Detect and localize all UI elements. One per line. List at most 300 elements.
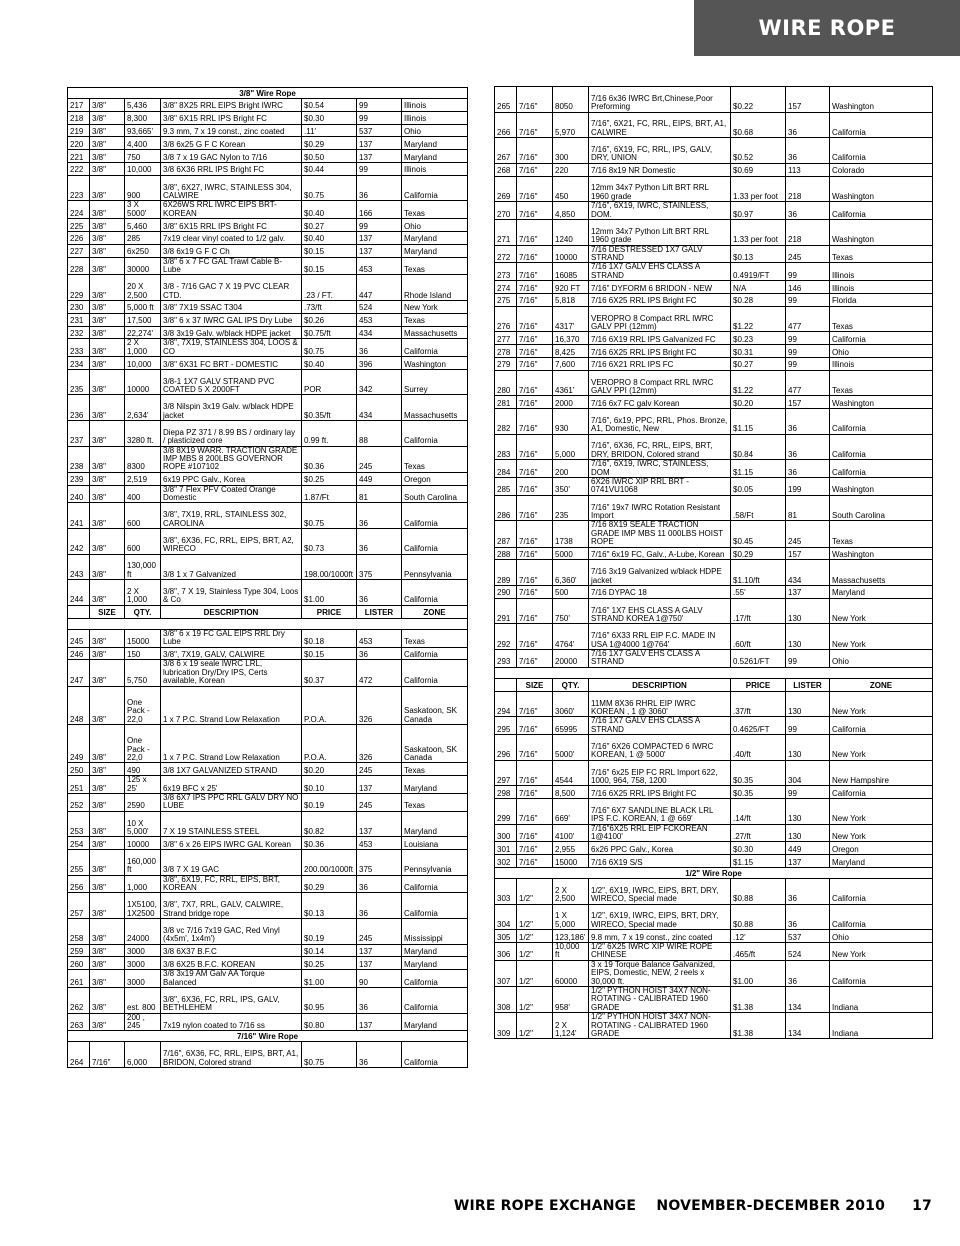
description-cell: 3/8 - 7/16 GAC 7 X 19 PVC CLEAR CTD. (161, 275, 302, 301)
description-cell: 1 x 7 P.C. Strand Low Relaxation (161, 686, 302, 724)
description-cell: 3/8" 6 x 7 FC GAL Trawl Cable B- Lube (161, 257, 302, 275)
size-cell: 7/16" (517, 799, 553, 825)
listing-row (68, 629, 468, 647)
listing-number: 266 (495, 112, 517, 138)
lister-cell: 99 (357, 219, 402, 232)
listing-row (68, 124, 468, 137)
quantity-cell: 2000 (553, 396, 589, 409)
description-cell: 3/8" 6X15 RRL IPS Bright FC (161, 219, 302, 232)
size-cell: 3/8" (90, 421, 125, 447)
quantity-cell: 4544 (553, 760, 589, 786)
zone-cell: California (830, 786, 933, 799)
lister-cell: 81 (786, 495, 830, 521)
column-header: PRICE (731, 678, 786, 691)
listing-number: 280 (495, 370, 517, 396)
quantity-cell: 930 (553, 409, 589, 435)
listing-row (495, 87, 933, 113)
price-cell: $0.27 (302, 219, 357, 232)
listing-row (495, 560, 933, 586)
description-cell: 7/16", 6X21, FC, RRL, EIPS, BRT, A1, CALWIRE (589, 112, 731, 138)
description-cell: 3/8", 6X36, FC, RRL, IPS, GALV, BETHLEHEM (161, 988, 302, 1014)
zone-cell: Illinois (402, 111, 468, 124)
zone-cell: Colorado (830, 163, 933, 176)
description-cell: 7/16 6X19 RRL IPS Galvanized FC (589, 332, 731, 345)
description-cell: 1/2" PYTHON HOIST 34X7 NON-ROTATING - CALIBRATED 1960 GRADE (589, 1013, 731, 1039)
lister-cell: 137 (357, 957, 402, 970)
listing-number: 306 (495, 943, 517, 961)
size-cell: 3/8" (90, 472, 125, 485)
listing-row (68, 763, 468, 776)
price-cell: .73/ft (302, 300, 357, 313)
price-cell: 0.4625/FT (731, 717, 786, 735)
lister-cell: 477 (786, 306, 830, 332)
description-cell: 3/8" 8X25 RRL EIPS Bright IWRC (161, 99, 302, 112)
listing-row (68, 776, 468, 794)
lister-cell: 157 (786, 87, 830, 113)
listing-row (495, 987, 933, 1013)
listing-row (495, 219, 933, 245)
quantity-cell: 5,970 (553, 112, 589, 138)
quantity-cell: 3000 (125, 957, 161, 970)
price-cell: $0.97 (731, 202, 786, 220)
listing-row (68, 326, 468, 339)
description-cell: 12mm 34x7 Python Lift BRT RRL 1960 grade (589, 176, 731, 202)
lister-cell: 137 (786, 585, 830, 598)
listing-row (68, 201, 468, 219)
size-cell: 7/16" (517, 824, 553, 842)
quantity-cell: 30000 (125, 257, 161, 275)
listing-number: 232 (68, 326, 90, 339)
quantity-cell: 2 X 2,500 (553, 879, 589, 905)
quantity-cell: 7,600 (553, 357, 589, 370)
lister-cell: 137 (357, 244, 402, 257)
description-cell: 1 x 7 P.C. Strand Low Relaxation (161, 724, 302, 762)
zone-cell: Saskatoon, SK Canada (402, 724, 468, 762)
listing-number: 219 (68, 124, 90, 137)
listing-number: 281 (495, 396, 517, 409)
right-listing-column (494, 86, 932, 1039)
lister-cell: 137 (357, 231, 402, 244)
listing-row (68, 472, 468, 485)
description-cell: 7/16", 6X36, FC, RRL, EIPS, BRT, A1, BRIDON, Colored strand (161, 1042, 302, 1068)
quantity-cell: 15000 (125, 629, 161, 647)
quantity-cell: 2 X 1,000 (125, 580, 161, 606)
size-cell: 3/8" (90, 629, 125, 647)
price-cell: .17/ft (731, 598, 786, 624)
lister-cell: 137 (357, 811, 402, 837)
price-cell: $0.25 (302, 472, 357, 485)
lister-cell: 396 (357, 357, 402, 370)
listing-row (68, 150, 468, 163)
zone-cell: Maryland (402, 150, 468, 163)
description-cell: 3/8 6X36 RRL IPS Bright FC (161, 162, 302, 175)
price-cell: $0.37 (302, 660, 357, 686)
listing-row (68, 580, 468, 606)
quantity-cell: 16085 (553, 263, 589, 281)
quantity-cell: 10,000 (125, 162, 161, 175)
description-cell: 7/16"6X25 RRL EIP FCKOREAN 1@4100' (589, 824, 731, 842)
zone-cell: Oregon (402, 472, 468, 485)
zone-cell: California (830, 112, 933, 138)
price-cell: N/A (731, 281, 786, 294)
size-cell: 7/16" (517, 434, 553, 460)
price-cell: .12' (731, 930, 786, 943)
listing-row (68, 175, 468, 201)
description-cell: 7/16 3x19 Galvanized w/black HDPE jacket (589, 560, 731, 586)
lister-cell: 99 (786, 293, 830, 306)
listing-row (495, 799, 933, 825)
description-cell: 3/8 Nilspin 3x19 Galv. w/black HDPE jacket (161, 395, 302, 421)
description-cell: 3/8 6x25 G F C Korean (161, 137, 302, 150)
column-header: DESCRIPTION (589, 678, 731, 691)
description-cell: Diepa PZ 371 / 8.99 BS / ordinary lay / plasticized core (161, 421, 302, 447)
zone-cell: California (402, 175, 468, 201)
quantity-cell: 8050 (553, 87, 589, 113)
quantity-cell: 10000 (125, 837, 161, 850)
listing-number: 257 (68, 893, 90, 919)
listing-number: 300 (495, 824, 517, 842)
quantity-cell: 3060' (553, 691, 589, 717)
listing-row (495, 717, 933, 735)
lister-cell: 342 (357, 369, 402, 395)
listing-number: 287 (495, 521, 517, 547)
listing-row (495, 293, 933, 306)
listing-row (495, 735, 933, 761)
listing-row (495, 112, 933, 138)
price-cell: $1.38 (731, 1013, 786, 1039)
description-cell: 3/8" 6 x 37 IWRC GAL IPS Dry Lube (161, 313, 302, 326)
listing-row (68, 944, 468, 957)
listing-row (68, 257, 468, 275)
price-cell: $0.19 (302, 793, 357, 811)
zone-cell: California (402, 503, 468, 529)
zone-cell: Maryland (402, 944, 468, 957)
lister-cell: 36 (357, 529, 402, 555)
description-cell: 7/16", 6x19, PPC, RRL, Phos. Bronze, A1, Domestic, New (589, 409, 731, 435)
quantity-cell: 750' (553, 598, 589, 624)
listing-number: 255 (68, 850, 90, 876)
price-cell: $0.75/ft (302, 326, 357, 339)
listing-number: 239 (68, 472, 90, 485)
zone-cell: Washington (830, 87, 933, 113)
listing-row (495, 824, 933, 842)
lister-cell: 137 (357, 1013, 402, 1031)
description-cell: 7/16", 6X19, IWRC, STAINLESS, DOM (589, 460, 731, 478)
quantity-cell: 20 X 2,500 (125, 275, 161, 301)
quantity-cell: 160,000 ft (125, 850, 161, 876)
price-cell: $1.00 (731, 960, 786, 986)
listing-row (495, 345, 933, 358)
listing-row (495, 943, 933, 961)
quantity-cell: One Pack - 22,0 (125, 724, 161, 762)
description-cell: 7/16 6x7 FC galv Korean (589, 396, 731, 409)
zone-cell: Florida (830, 293, 933, 306)
quantity-cell: 200 (553, 460, 589, 478)
price-cell: $0.75 (302, 1042, 357, 1068)
size-cell: 3/8" (90, 893, 125, 919)
quantity-cell: 10,000 ft (553, 943, 589, 961)
listing-number: 264 (68, 1042, 90, 1068)
price-cell: .40/ft (731, 735, 786, 761)
size-cell: 3/8" (90, 957, 125, 970)
description-cell: 3/8", 7X7, RRL, GALV, CALWIRE, Strand bridge rope (161, 893, 302, 919)
description-cell: 7/16 6x36 IWRC Brt,Chinese,Poor Preforming (589, 87, 731, 113)
quantity-cell: 125 x 25' (125, 776, 161, 794)
lister-cell: 130 (786, 598, 830, 624)
zone-cell: Massachusetts (402, 326, 468, 339)
description-cell: 3/8", 6X27, IWRC, STAINLESS 304, CALWIRE (161, 175, 302, 201)
listing-number: 270 (495, 202, 517, 220)
listing-row (68, 395, 468, 421)
listing-row (68, 811, 468, 837)
description-cell: 7/16 1X7 GALV EHS CLASS A STRAND (589, 649, 731, 667)
price-cell: $0.75 (302, 175, 357, 201)
size-cell: 3/8" (90, 244, 125, 257)
size-cell: 7/16" (517, 176, 553, 202)
left-listing-table (67, 87, 468, 1068)
price-cell: $0.31 (731, 345, 786, 358)
description-cell: 7/16" DYFORM 6 BRIDON - NEW (589, 281, 731, 294)
price-cell: .27/ft (731, 824, 786, 842)
zone-cell: Maryland (402, 137, 468, 150)
listing-number: 295 (495, 717, 517, 735)
left-listing-column (67, 87, 467, 1068)
lister-cell: 245 (357, 763, 402, 776)
description-cell: 7/16" 6X7 SANDLINE BLACK LRL IPS F.C. KOREAN, 1 @ 669' (589, 799, 731, 825)
lister-cell: 99 (786, 649, 830, 667)
lister-cell: 36 (786, 879, 830, 905)
zone-cell: Surrey (402, 369, 468, 395)
size-cell: 7/16" (517, 306, 553, 332)
listing-row (495, 495, 933, 521)
section-title-tab (694, 0, 960, 56)
description-cell: 7/16 6X25 RRL IPS Bright FC (589, 786, 731, 799)
listing-number: 267 (495, 138, 517, 164)
lister-cell: 36 (786, 202, 830, 220)
price-cell: $0.15 (302, 244, 357, 257)
zone-cell: Texas (402, 313, 468, 326)
size-cell: 3/8" (90, 850, 125, 876)
zone-cell: Illinois (402, 162, 468, 175)
size-cell: 7/16" (517, 293, 553, 306)
quantity-cell: 220 (553, 163, 589, 176)
listing-number: 289 (495, 560, 517, 586)
listing-row (495, 521, 933, 547)
lister-cell: 304 (786, 760, 830, 786)
lister-cell: 218 (786, 219, 830, 245)
quantity-cell: 10,000 (125, 357, 161, 370)
listing-row (68, 162, 468, 175)
price-cell: $0.75 (302, 503, 357, 529)
size-cell: 7/16" (517, 202, 553, 220)
price-cell: $0.36 (302, 837, 357, 850)
quantity-cell: 130,000 ft (125, 554, 161, 580)
size-cell: 7/16" (517, 112, 553, 138)
lister-cell: 36 (786, 409, 830, 435)
listing-number: 290 (495, 585, 517, 598)
lister-cell: 81 (357, 485, 402, 503)
zone-cell: Texas (402, 257, 468, 275)
listing-row (495, 370, 933, 396)
listing-number: 284 (495, 460, 517, 478)
listing-number: 275 (495, 293, 517, 306)
description-cell: 3/8 6X37 B.F.C (161, 944, 302, 957)
description-cell: 3/8 8X19 WARR. TRACTION GRADE IMP MBS 8 200LBS GOVERNOR ROPE #107102 (161, 446, 302, 472)
column-header: SIZE (517, 678, 553, 691)
zone-cell: Indiana (830, 987, 933, 1013)
zone-cell: California (830, 717, 933, 735)
size-cell: 7/16" (517, 842, 553, 855)
zone-cell: Washington (830, 478, 933, 496)
row-number-header (495, 678, 517, 691)
quantity-cell: 8,300 (125, 111, 161, 124)
listing-row (68, 244, 468, 257)
size-cell: 7/16" (517, 521, 553, 547)
zone-cell: Illinois (830, 263, 933, 281)
quantity-cell: 10000 (125, 369, 161, 395)
size-cell: 7/16" (517, 163, 553, 176)
zone-cell: Maryland (402, 776, 468, 794)
quantity-cell: 8300 (125, 446, 161, 472)
zone-cell: New York (830, 943, 933, 961)
zone-cell: Texas (402, 793, 468, 811)
lister-cell: 36 (357, 988, 402, 1014)
lister-cell: 245 (357, 446, 402, 472)
quantity-cell: 2,634' (125, 395, 161, 421)
listing-number: 269 (495, 176, 517, 202)
size-cell: 3/8" (90, 175, 125, 201)
description-cell: 1/2" 6X25 IWRC XIP WIRE ROPE CHINESE (589, 943, 731, 961)
lister-cell: 137 (786, 855, 830, 868)
zone-cell: California (402, 1042, 468, 1068)
zone-cell: Ohio (830, 930, 933, 943)
lister-cell: 157 (786, 396, 830, 409)
quantity-cell: 6,000 (125, 1042, 161, 1068)
quantity-cell: 920 FT (553, 281, 589, 294)
zone-cell: California (402, 970, 468, 988)
listing-number: 303 (495, 879, 517, 905)
lister-cell: 130 (786, 735, 830, 761)
listing-number: 246 (68, 647, 90, 660)
size-cell: 7/16" (517, 598, 553, 624)
zone-cell: Louisiana (402, 837, 468, 850)
quantity-cell: 600 (125, 503, 161, 529)
description-cell: 7/16 8x19 NR Domestic (589, 163, 731, 176)
description-cell: 7x19 nylon coated to 7/16 ss (161, 1013, 302, 1031)
description-cell: 7/16 6X25 RRL IPS Bright FC (589, 345, 731, 358)
price-cell: $0.26 (302, 313, 357, 326)
description-cell: VEROPRO 8 Compact RRL IWRC GALV PPI (12mm) (589, 370, 731, 396)
listing-number: 309 (495, 1013, 517, 1039)
price-cell: $0.95 (302, 988, 357, 1014)
listing-number: 258 (68, 919, 90, 945)
zone-cell: California (402, 580, 468, 606)
description-cell: 7/16 1X7 GALV EHS CLASS A STRAND (589, 717, 731, 735)
price-cell: $0.88 (731, 904, 786, 930)
column-header: PRICE (302, 605, 357, 618)
quantity-cell: 1,000 (125, 875, 161, 893)
lister-cell: 472 (357, 660, 402, 686)
section-heading: 3/8" Wire Rope (68, 88, 468, 99)
lister-cell: 90 (357, 970, 402, 988)
description-cell: 6x19 PPC Galv., Korea (161, 472, 302, 485)
price-cell: $1.10/ft (731, 560, 786, 586)
description-cell: 7/16 DESTRESSED 1X7 GALV STRAND (589, 245, 731, 263)
price-cell: $0.13 (302, 893, 357, 919)
zone-cell: Oregon (830, 842, 933, 855)
column-header-row (495, 678, 933, 691)
size-cell: 3/8" (90, 970, 125, 988)
listing-number: 271 (495, 219, 517, 245)
quantity-cell: 5,460 (125, 219, 161, 232)
quantity-cell: 235 (553, 495, 589, 521)
quantity-cell: 15000 (553, 855, 589, 868)
listing-number: 217 (68, 99, 90, 112)
size-cell: 3/8" (90, 647, 125, 660)
listing-number: 278 (495, 345, 517, 358)
listing-number: 235 (68, 369, 90, 395)
size-cell: 3/8" (90, 339, 125, 357)
price-cell: $0.44 (302, 162, 357, 175)
listing-row (68, 1042, 468, 1068)
zone-cell: New York (830, 691, 933, 717)
listing-number: 252 (68, 793, 90, 811)
quantity-cell: 1X5100, 1X2500 (125, 893, 161, 919)
size-cell: 7/16" (517, 345, 553, 358)
lister-cell: 137 (357, 137, 402, 150)
zone-cell: New York (402, 300, 468, 313)
right-listing-table (494, 86, 933, 1039)
description-cell: 3 x 19 Torque Balance Galvanized, EIPS, Domestic, NEW, 2 reels x 30,000 ft. (589, 960, 731, 986)
price-cell: POR (302, 369, 357, 395)
description-cell: 3/8 6X7 IPS PPC RRL GALV DRY NO LUBE (161, 793, 302, 811)
lister-cell: 524 (357, 300, 402, 313)
quantity-cell: 65995 (553, 717, 589, 735)
quantity-cell: 22,274' (125, 326, 161, 339)
price-cell: $0.30 (302, 111, 357, 124)
column-header-row (68, 605, 468, 618)
section-heading-row (495, 868, 933, 879)
description-cell: 3/8 6X25 B.F.C. KOREAN (161, 957, 302, 970)
quantity-cell: 5,750 (125, 660, 161, 686)
size-cell: 3/8" (90, 162, 125, 175)
quantity-cell: 200 , 245 (125, 1013, 161, 1031)
listing-number: 221 (68, 150, 90, 163)
quantity-cell: 490 (125, 763, 161, 776)
size-cell: 3/8" (90, 580, 125, 606)
quantity-cell: 4361' (553, 370, 589, 396)
listing-number: 292 (495, 624, 517, 650)
listing-row (495, 585, 933, 598)
description-cell: 1/2", 6X19, IWRC, EIPS, BRT, DRY, WIRECO, Special made (589, 879, 731, 905)
column-header: QTY. (125, 605, 161, 618)
zone-cell: Texas (402, 201, 468, 219)
zone-cell: Rhode Island (402, 275, 468, 301)
listing-row (68, 99, 468, 112)
price-cell: $0.35 (731, 760, 786, 786)
lister-cell: 218 (786, 176, 830, 202)
listing-row (495, 786, 933, 799)
quantity-cell: 900 (125, 175, 161, 201)
description-cell: 11MM 8X36 RHRL EIP IWRC KOREAN , 1 @ 3060' (589, 691, 731, 717)
quantity-cell: 750 (125, 150, 161, 163)
lister-cell: 137 (357, 150, 402, 163)
listing-row (495, 624, 933, 650)
description-cell: 3/8" 6X31 FC BRT - DOMESTIC (161, 357, 302, 370)
lister-cell: 245 (357, 919, 402, 945)
listing-row (495, 281, 933, 294)
lister-cell: 146 (786, 281, 830, 294)
